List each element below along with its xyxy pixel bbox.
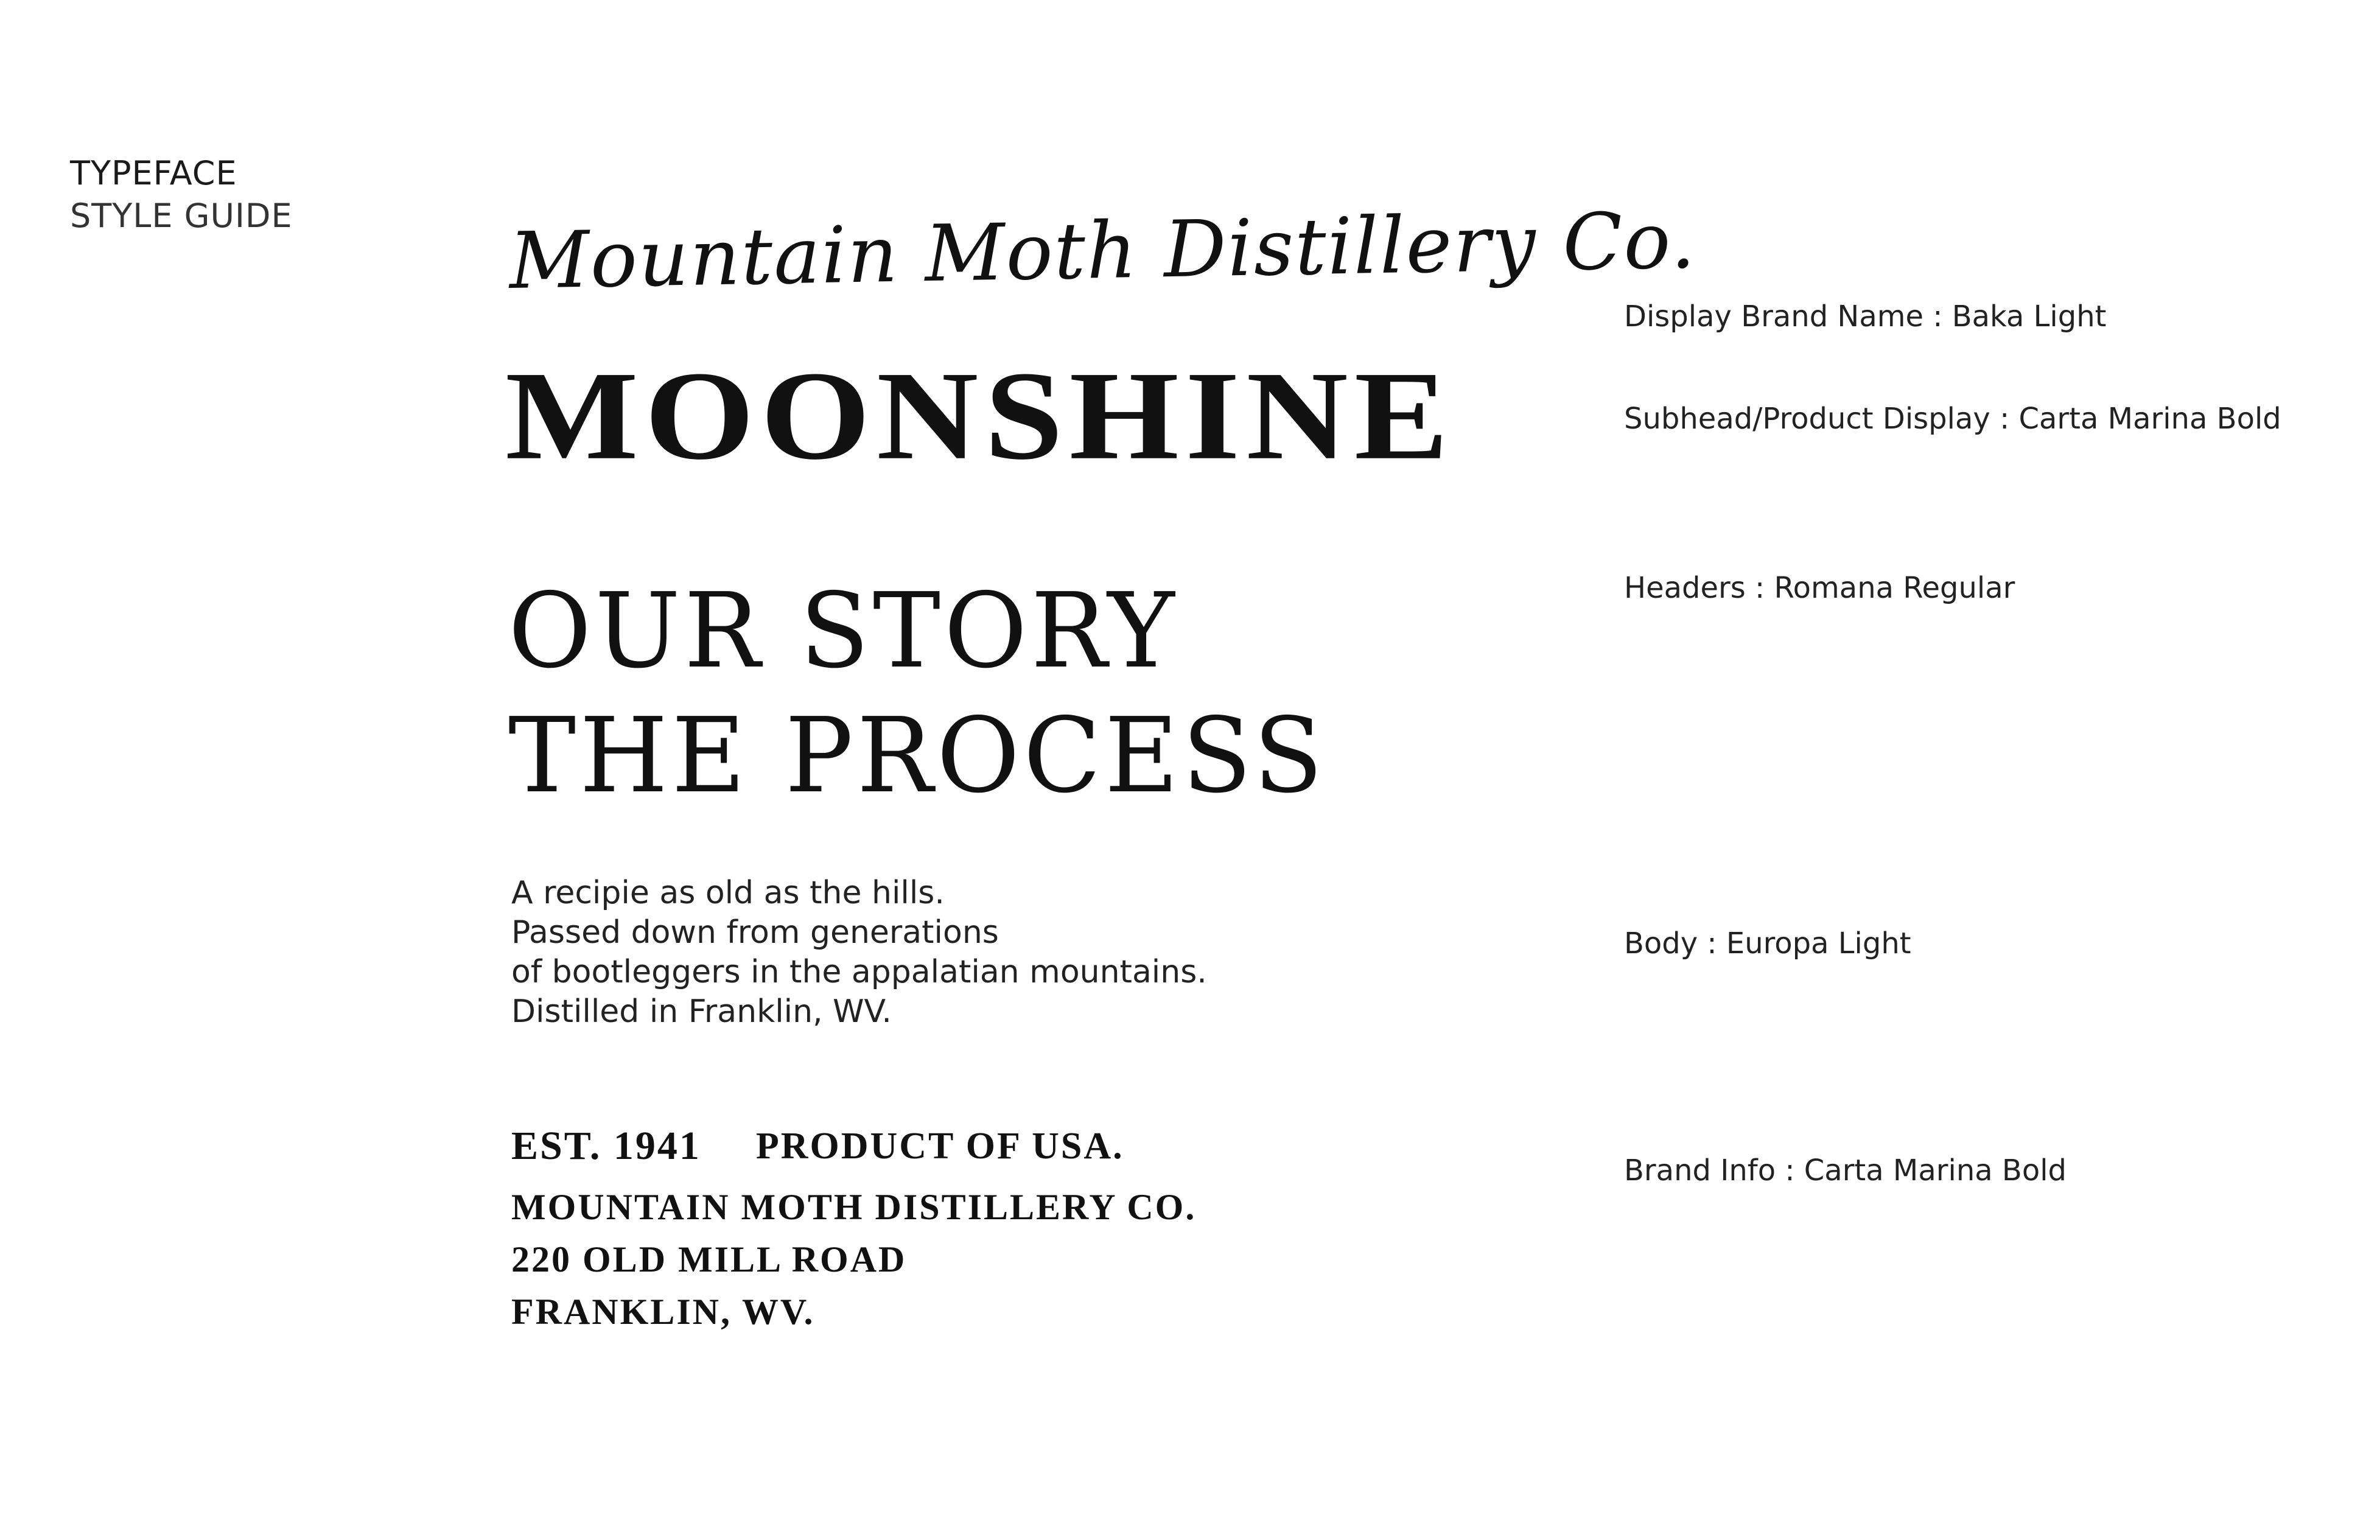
body-line: Distilled in Franklin, WV. (511, 993, 892, 1030)
header-sample: THE PROCESS (508, 696, 1327, 816)
spec-headers: Headers : Romana Regular (1624, 571, 2015, 605)
body-line: A recipie as old as the hills. (511, 875, 945, 911)
brand-info-sample (511, 1120, 1196, 1338)
company-address: 220 OLD MILL ROAD (511, 1239, 907, 1279)
brand-info-row (511, 1120, 1196, 1172)
header-sample: OUR STORY (508, 571, 1178, 691)
header-samples (508, 569, 1326, 819)
display-brand-name: Mountain Moth Distillery Co. (508, 195, 1698, 307)
body-line: of bootleggers in the appalatian mountains. (511, 954, 1207, 990)
company-city: FRANKLIN, WV. (511, 1292, 815, 1332)
company-name: MOUNTAIN MOTH DISTILLERY CO. (511, 1187, 1197, 1227)
page-label-title: TYPEFACE (70, 154, 237, 192)
body-line: Passed down from generations (511, 914, 999, 951)
page-label-subtitle: STYLE GUIDE (70, 197, 293, 235)
established-label: EST. 1941 (511, 1124, 701, 1168)
spec-subhead: Subhead/Product Display : Carta Marina Bold (1624, 402, 2281, 436)
spec-body: Body : Europa Light (1624, 926, 1911, 961)
spec-display-brand-name: Display Brand Name : Baka Light (1624, 299, 2107, 334)
body-copy-sample (511, 873, 1207, 1032)
product-display: MOONSHINE (505, 345, 1455, 486)
spec-brand-info: Brand Info : Carta Marina Bold (1624, 1153, 2067, 1188)
page-label (70, 152, 293, 237)
product-origin-label: PRODUCT OF USA. (755, 1125, 1124, 1167)
